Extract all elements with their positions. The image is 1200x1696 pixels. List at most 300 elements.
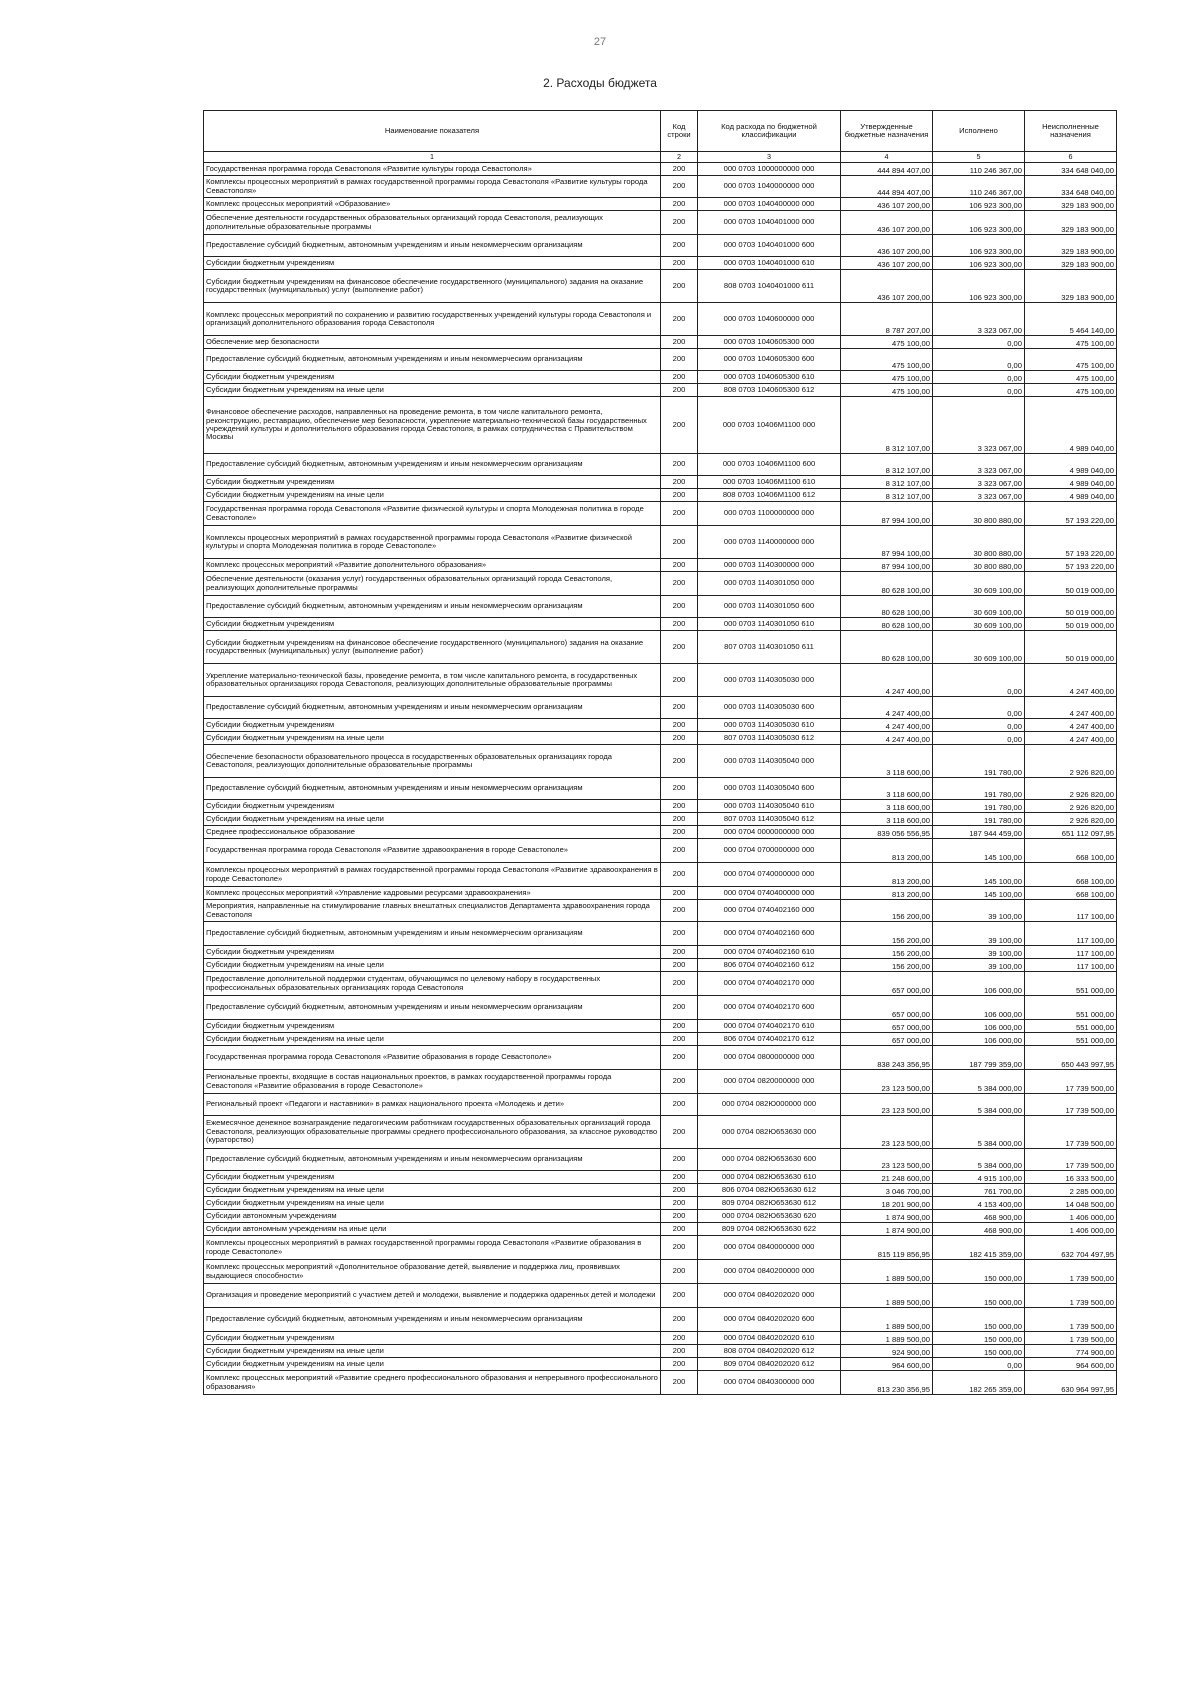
row-line-code-cell: 200 bbox=[661, 1033, 698, 1046]
row-line-code-cell: 200 bbox=[661, 1020, 698, 1033]
row-unexecuted-cell: 17 739 500,00 bbox=[1025, 1094, 1117, 1116]
row-name-cell: Субсидии бюджетным учреждениям bbox=[204, 1020, 661, 1033]
row-executed-cell: 145 100,00 bbox=[933, 863, 1025, 887]
table-row bbox=[204, 1345, 1117, 1358]
row-unexecuted-cell: 475 100,00 bbox=[1025, 384, 1117, 397]
row-executed-cell: 3 323 067,00 bbox=[933, 476, 1025, 489]
row-executed-cell: 0,00 bbox=[933, 1358, 1025, 1371]
row-line-code-cell: 200 bbox=[661, 1371, 698, 1395]
row-executed-cell: 39 100,00 bbox=[933, 922, 1025, 946]
row-classification-cell: 000 0704 0740400000 000 bbox=[698, 887, 841, 900]
row-name-cell: Субсидии бюджетным учреждениям на иные цели bbox=[204, 1358, 661, 1371]
row-classification-cell: 000 0704 0700000000 000 bbox=[698, 839, 841, 863]
row-line-code-cell: 200 bbox=[661, 732, 698, 745]
row-line-code-cell: 200 bbox=[661, 257, 698, 270]
row-classification-cell: 000 0703 1040401000 000 bbox=[698, 211, 841, 235]
row-approved-cell: 156 200,00 bbox=[841, 946, 933, 959]
row-line-code-cell: 200 bbox=[661, 1260, 698, 1284]
row-classification-cell: 806 0704 0740402170 612 bbox=[698, 1033, 841, 1046]
row-name-cell: Субсидии бюджетным учреждениям на иные цели bbox=[204, 489, 661, 502]
row-classification-cell: 000 0703 1140301050 610 bbox=[698, 618, 841, 631]
row-unexecuted-cell: 117 100,00 bbox=[1025, 946, 1117, 959]
row-line-code-cell: 200 bbox=[661, 778, 698, 800]
row-approved-cell: 4 247 400,00 bbox=[841, 719, 933, 732]
table-row bbox=[204, 1210, 1117, 1223]
row-line-code-cell: 200 bbox=[661, 900, 698, 922]
row-approved-cell: 87 994 100,00 bbox=[841, 502, 933, 526]
row-classification-cell: 000 0704 0740402160 000 bbox=[698, 900, 841, 922]
row-unexecuted-cell: 329 183 900,00 bbox=[1025, 270, 1117, 303]
row-approved-cell: 436 107 200,00 bbox=[841, 235, 933, 257]
row-unexecuted-cell: 964 600,00 bbox=[1025, 1358, 1117, 1371]
row-unexecuted-cell: 334 648 040,00 bbox=[1025, 163, 1117, 176]
table-row bbox=[204, 371, 1117, 384]
column-number: 4 bbox=[841, 152, 933, 163]
column-number: 2 bbox=[661, 152, 698, 163]
row-unexecuted-cell: 1 739 500,00 bbox=[1025, 1332, 1117, 1345]
table-row bbox=[204, 270, 1117, 303]
row-executed-cell: 191 780,00 bbox=[933, 813, 1025, 826]
header-approved: Утвержденные бюджетные назначения bbox=[841, 111, 933, 152]
row-classification-cell: 000 0703 1140000000 000 bbox=[698, 526, 841, 559]
table-row bbox=[204, 664, 1117, 697]
row-executed-cell: 30 609 100,00 bbox=[933, 572, 1025, 596]
table-row bbox=[204, 631, 1117, 664]
row-classification-cell: 000 0704 082Ю653630 000 bbox=[698, 1116, 841, 1149]
row-line-code-cell: 200 bbox=[661, 1149, 698, 1171]
row-executed-cell: 761 700,00 bbox=[933, 1184, 1025, 1197]
row-line-code-cell: 200 bbox=[661, 1345, 698, 1358]
row-approved-cell: 657 000,00 bbox=[841, 972, 933, 996]
row-executed-cell: 39 100,00 bbox=[933, 959, 1025, 972]
row-executed-cell: 0,00 bbox=[933, 719, 1025, 732]
row-name-cell: Субсидии бюджетным учреждениям bbox=[204, 476, 661, 489]
row-executed-cell: 5 384 000,00 bbox=[933, 1116, 1025, 1149]
table-row bbox=[204, 922, 1117, 946]
row-name-cell: Комплекс процессных мероприятий «Образование» bbox=[204, 198, 661, 211]
table-row bbox=[204, 887, 1117, 900]
row-executed-cell: 5 384 000,00 bbox=[933, 1094, 1025, 1116]
row-name-cell: Комплексы процессных мероприятий в рамках государственной программы города Севастополя «Развитие здравоохранения в городе Севастополе» bbox=[204, 863, 661, 887]
row-classification-cell: 000 0703 1040605300 000 bbox=[698, 336, 841, 349]
row-line-code-cell: 200 bbox=[661, 336, 698, 349]
row-classification-cell: 000 0703 1140305030 000 bbox=[698, 664, 841, 697]
row-approved-cell: 475 100,00 bbox=[841, 384, 933, 397]
row-approved-cell: 1 889 500,00 bbox=[841, 1260, 933, 1284]
row-approved-cell: 3 046 700,00 bbox=[841, 1184, 933, 1197]
table-row bbox=[204, 303, 1117, 336]
table-row bbox=[204, 800, 1117, 813]
row-unexecuted-cell: 2 926 820,00 bbox=[1025, 813, 1117, 826]
table-row bbox=[204, 384, 1117, 397]
row-classification-cell: 000 0703 1040605300 600 bbox=[698, 349, 841, 371]
row-approved-cell: 80 628 100,00 bbox=[841, 631, 933, 664]
row-unexecuted-cell: 650 443 997,95 bbox=[1025, 1046, 1117, 1070]
table-row bbox=[204, 839, 1117, 863]
row-unexecuted-cell: 4 247 400,00 bbox=[1025, 664, 1117, 697]
row-unexecuted-cell: 2 285 000,00 bbox=[1025, 1184, 1117, 1197]
row-approved-cell: 475 100,00 bbox=[841, 371, 933, 384]
row-executed-cell: 3 323 067,00 bbox=[933, 303, 1025, 336]
row-line-code-cell: 200 bbox=[661, 176, 698, 198]
row-executed-cell: 30 609 100,00 bbox=[933, 618, 1025, 631]
row-classification-cell: 000 0703 1040605300 610 bbox=[698, 371, 841, 384]
row-classification-cell: 000 0704 0800000000 000 bbox=[698, 1046, 841, 1070]
row-classification-cell: 000 0704 0740402170 610 bbox=[698, 1020, 841, 1033]
table-row bbox=[204, 826, 1117, 839]
row-name-cell: Субсидии бюджетным учреждениям bbox=[204, 1332, 661, 1345]
row-approved-cell: 8 312 107,00 bbox=[841, 454, 933, 476]
row-name-cell: Государственная программа города Севастополя «Развитие культуры города Севастополя» bbox=[204, 163, 661, 176]
row-classification-cell: 000 0703 1100000000 000 bbox=[698, 502, 841, 526]
table-row bbox=[204, 972, 1117, 996]
row-line-code-cell: 200 bbox=[661, 800, 698, 813]
table-row bbox=[204, 778, 1117, 800]
row-name-cell: Субсидии бюджетным учреждениям на иные цели bbox=[204, 732, 661, 745]
row-line-code-cell: 200 bbox=[661, 839, 698, 863]
expenses-table bbox=[203, 110, 1117, 1395]
row-line-code-cell: 200 bbox=[661, 1332, 698, 1345]
row-approved-cell: 21 248 600,00 bbox=[841, 1171, 933, 1184]
row-name-cell: Региональный проект «Педагоги и наставники» в рамках национального проекта «Молодежь и дети» bbox=[204, 1094, 661, 1116]
row-name-cell: Комплексы процессных мероприятий в рамках государственной программы города Севастополя «Развитие физической культуры и спорта Молодежная политика в городе Севастополе» bbox=[204, 526, 661, 559]
table-row bbox=[204, 489, 1117, 502]
row-executed-cell: 0,00 bbox=[933, 697, 1025, 719]
row-approved-cell: 475 100,00 bbox=[841, 349, 933, 371]
row-approved-cell: 156 200,00 bbox=[841, 922, 933, 946]
row-approved-cell: 964 600,00 bbox=[841, 1358, 933, 1371]
row-executed-cell: 106 000,00 bbox=[933, 996, 1025, 1020]
row-unexecuted-cell: 17 739 500,00 bbox=[1025, 1149, 1117, 1171]
row-name-cell: Субсидии бюджетным учреждениям bbox=[204, 719, 661, 732]
row-executed-cell: 106 923 300,00 bbox=[933, 270, 1025, 303]
row-executed-cell: 187 799 359,00 bbox=[933, 1046, 1025, 1070]
row-executed-cell: 30 800 880,00 bbox=[933, 526, 1025, 559]
row-approved-cell: 156 200,00 bbox=[841, 959, 933, 972]
row-name-cell: Среднее профессиональное образование bbox=[204, 826, 661, 839]
table-row bbox=[204, 900, 1117, 922]
row-unexecuted-cell: 551 000,00 bbox=[1025, 1020, 1117, 1033]
row-approved-cell: 87 994 100,00 bbox=[841, 559, 933, 572]
row-name-cell: Субсидии бюджетным учреждениям на иные цели bbox=[204, 959, 661, 972]
header-name: Наименование показателя bbox=[204, 111, 661, 152]
row-executed-cell: 3 323 067,00 bbox=[933, 454, 1025, 476]
table-row bbox=[204, 1308, 1117, 1332]
row-executed-cell: 182 415 359,00 bbox=[933, 1236, 1025, 1260]
row-classification-cell: 809 0704 0840202020 612 bbox=[698, 1358, 841, 1371]
row-approved-cell: 813 200,00 bbox=[841, 887, 933, 900]
row-executed-cell: 468 900,00 bbox=[933, 1223, 1025, 1236]
table-row bbox=[204, 1149, 1117, 1171]
table-row bbox=[204, 1332, 1117, 1345]
row-line-code-cell: 200 bbox=[661, 596, 698, 618]
table-row bbox=[204, 1371, 1117, 1395]
row-approved-cell: 813 230 356,95 bbox=[841, 1371, 933, 1395]
row-approved-cell: 3 118 600,00 bbox=[841, 813, 933, 826]
row-name-cell: Финансовое обеспечение расходов, направленных на проведение ремонта, в том числе капитального ремонта, реконструкцию, реставрацию, обеспечение мер безопасности, укрепление материально-технической базы государственных учреждений культуры и дополнительного образования города Севастополя, в рамках сотрудничества с Правительством Москвы bbox=[204, 397, 661, 454]
row-executed-cell: 106 923 300,00 bbox=[933, 257, 1025, 270]
row-executed-cell: 30 800 880,00 bbox=[933, 502, 1025, 526]
header-line-code: Код строки bbox=[661, 111, 698, 152]
table-row bbox=[204, 1020, 1117, 1033]
row-approved-cell: 657 000,00 bbox=[841, 1020, 933, 1033]
row-name-cell: Обеспечение безопасности образовательного процесса в государственных образовательных организациях города Севастополя, реализующих дополнительные образовательные программы bbox=[204, 745, 661, 778]
table-row bbox=[204, 211, 1117, 235]
table-row bbox=[204, 946, 1117, 959]
row-name-cell: Субсидии автономным учреждениям bbox=[204, 1210, 661, 1223]
row-classification-cell: 807 0703 1140305040 612 bbox=[698, 813, 841, 826]
row-approved-cell: 23 123 500,00 bbox=[841, 1149, 933, 1171]
row-line-code-cell: 200 bbox=[661, 631, 698, 664]
row-classification-cell: 000 0704 0840202020 610 bbox=[698, 1332, 841, 1345]
row-line-code-cell: 200 bbox=[661, 1171, 698, 1184]
row-name-cell: Предоставление субсидий бюджетным, автономным учреждениям и иным некоммерческим организациям bbox=[204, 349, 661, 371]
row-name-cell: Предоставление субсидий бюджетным, автономным учреждениям и иным некоммерческим организациям bbox=[204, 697, 661, 719]
table-row bbox=[204, 176, 1117, 198]
row-unexecuted-cell: 551 000,00 bbox=[1025, 996, 1117, 1020]
row-approved-cell: 23 123 500,00 bbox=[841, 1116, 933, 1149]
row-executed-cell: 145 100,00 bbox=[933, 839, 1025, 863]
row-unexecuted-cell: 630 964 997,95 bbox=[1025, 1371, 1117, 1395]
row-unexecuted-cell: 329 183 900,00 bbox=[1025, 198, 1117, 211]
row-classification-cell: 807 0703 1140301050 611 bbox=[698, 631, 841, 664]
row-line-code-cell: 200 bbox=[661, 1116, 698, 1149]
row-line-code-cell: 200 bbox=[661, 946, 698, 959]
table-row bbox=[204, 813, 1117, 826]
row-unexecuted-cell: 1 406 000,00 bbox=[1025, 1223, 1117, 1236]
row-approved-cell: 4 247 400,00 bbox=[841, 732, 933, 745]
row-executed-cell: 0,00 bbox=[933, 336, 1025, 349]
row-classification-cell: 000 0704 0740402170 000 bbox=[698, 972, 841, 996]
row-unexecuted-cell: 50 019 000,00 bbox=[1025, 596, 1117, 618]
row-name-cell: Субсидии бюджетным учреждениям bbox=[204, 1171, 661, 1184]
table-row bbox=[204, 1171, 1117, 1184]
row-line-code-cell: 200 bbox=[661, 303, 698, 336]
table-row bbox=[204, 257, 1117, 270]
row-approved-cell: 839 056 556,95 bbox=[841, 826, 933, 839]
row-classification-cell: 000 0703 1040600000 000 bbox=[698, 303, 841, 336]
row-name-cell: Укрепление материально-технической базы, проведение ремонта, в том числе капитального ремонта, в государственных образовательных организациях города Севастополя, реализующих дополнительные образовательные программы bbox=[204, 664, 661, 697]
row-unexecuted-cell: 4 247 400,00 bbox=[1025, 697, 1117, 719]
row-name-cell: Региональные проекты, входящие в состав национальных проектов, в рамках государственной программы города Севастополя «Развитие образования в городе Севастополе» bbox=[204, 1070, 661, 1094]
row-executed-cell: 150 000,00 bbox=[933, 1308, 1025, 1332]
row-line-code-cell: 200 bbox=[661, 1308, 698, 1332]
row-name-cell: Предоставление субсидий бюджетным, автономным учреждениям и иным некоммерческим организациям bbox=[204, 1308, 661, 1332]
row-approved-cell: 80 628 100,00 bbox=[841, 618, 933, 631]
table-row bbox=[204, 1358, 1117, 1371]
row-classification-cell: 808 0703 1040401000 611 bbox=[698, 270, 841, 303]
row-unexecuted-cell: 50 019 000,00 bbox=[1025, 618, 1117, 631]
row-executed-cell: 4 153 400,00 bbox=[933, 1197, 1025, 1210]
row-line-code-cell: 200 bbox=[661, 163, 698, 176]
row-line-code-cell: 200 bbox=[661, 397, 698, 454]
row-approved-cell: 815 119 856,95 bbox=[841, 1236, 933, 1260]
row-executed-cell: 4 915 100,00 bbox=[933, 1171, 1025, 1184]
header-unexecuted: Неисполненные назначения bbox=[1025, 111, 1117, 152]
row-name-cell: Обеспечение деятельности государственных образовательных организаций города Севастополя, реализующих дополнительные образовательные программы bbox=[204, 211, 661, 235]
row-unexecuted-cell: 651 112 097,95 bbox=[1025, 826, 1117, 839]
row-classification-cell: 000 0703 1040000000 000 bbox=[698, 176, 841, 198]
row-unexecuted-cell: 4 247 400,00 bbox=[1025, 719, 1117, 732]
table-row bbox=[204, 996, 1117, 1020]
row-name-cell: Организация и проведение мероприятий с участием детей и молодежи, выявление и поддержка одаренных детей и молодежи bbox=[204, 1284, 661, 1308]
row-unexecuted-cell: 4 989 040,00 bbox=[1025, 489, 1117, 502]
row-approved-cell: 1 889 500,00 bbox=[841, 1284, 933, 1308]
row-executed-cell: 150 000,00 bbox=[933, 1345, 1025, 1358]
row-unexecuted-cell: 668 100,00 bbox=[1025, 863, 1117, 887]
row-unexecuted-cell: 4 989 040,00 bbox=[1025, 454, 1117, 476]
row-approved-cell: 4 247 400,00 bbox=[841, 664, 933, 697]
row-executed-cell: 0,00 bbox=[933, 732, 1025, 745]
row-name-cell: Субсидии бюджетным учреждениям на иные цели bbox=[204, 1197, 661, 1210]
row-executed-cell: 5 384 000,00 bbox=[933, 1149, 1025, 1171]
row-name-cell: Субсидии бюджетным учреждениям на иные цели bbox=[204, 813, 661, 826]
row-executed-cell: 3 323 067,00 bbox=[933, 489, 1025, 502]
row-unexecuted-cell: 16 333 500,00 bbox=[1025, 1171, 1117, 1184]
row-name-cell: Субсидии бюджетным учреждениям bbox=[204, 618, 661, 631]
row-unexecuted-cell: 14 048 500,00 bbox=[1025, 1197, 1117, 1210]
table-row bbox=[204, 1070, 1117, 1094]
row-name-cell: Комплекс процессных мероприятий «Управление кадровыми ресурсами здравоохранения» bbox=[204, 887, 661, 900]
row-line-code-cell: 200 bbox=[661, 270, 698, 303]
row-executed-cell: 39 100,00 bbox=[933, 900, 1025, 922]
row-classification-cell: 000 0703 1000000000 000 bbox=[698, 163, 841, 176]
row-name-cell: Обеспечение деятельности (оказания услуг) государственных образовательных организаций города Севастополя, реализующих дополнительные программы bbox=[204, 572, 661, 596]
row-name-cell: Комплекс процессных мероприятий «Развитие дополнительного образования» bbox=[204, 559, 661, 572]
row-executed-cell: 150 000,00 bbox=[933, 1284, 1025, 1308]
row-classification-cell: 000 0703 1140301050 600 bbox=[698, 596, 841, 618]
row-approved-cell: 8 312 107,00 bbox=[841, 489, 933, 502]
row-name-cell: Комплексы процессных мероприятий в рамках государственной программы города Севастополя «Развитие образования в городе Севастополе» bbox=[204, 1236, 661, 1260]
row-unexecuted-cell: 50 019 000,00 bbox=[1025, 572, 1117, 596]
table-row bbox=[204, 1046, 1117, 1070]
row-line-code-cell: 200 bbox=[661, 863, 698, 887]
table-row bbox=[204, 732, 1117, 745]
row-unexecuted-cell: 1 739 500,00 bbox=[1025, 1284, 1117, 1308]
row-approved-cell: 838 243 356,95 bbox=[841, 1046, 933, 1070]
row-approved-cell: 1 889 500,00 bbox=[841, 1308, 933, 1332]
row-executed-cell: 5 384 000,00 bbox=[933, 1070, 1025, 1094]
row-approved-cell: 813 200,00 bbox=[841, 839, 933, 863]
row-approved-cell: 924 900,00 bbox=[841, 1345, 933, 1358]
row-classification-cell: 000 0703 1040401000 600 bbox=[698, 235, 841, 257]
row-approved-cell: 23 123 500,00 bbox=[841, 1070, 933, 1094]
row-executed-cell: 30 609 100,00 bbox=[933, 596, 1025, 618]
row-classification-cell: 000 0703 1140300000 000 bbox=[698, 559, 841, 572]
table-row bbox=[204, 502, 1117, 526]
row-unexecuted-cell: 632 704 497,95 bbox=[1025, 1236, 1117, 1260]
row-line-code-cell: 200 bbox=[661, 664, 698, 697]
row-line-code-cell: 200 bbox=[661, 813, 698, 826]
table-row bbox=[204, 596, 1117, 618]
row-unexecuted-cell: 4 989 040,00 bbox=[1025, 397, 1117, 454]
row-unexecuted-cell: 551 000,00 bbox=[1025, 1033, 1117, 1046]
row-name-cell: Ежемесячное денежное вознаграждение педагогическим работникам государственных образовательных организаций города Севастополя, реализующих образовательные программы среднего профессионального образования, за классное руководство (кураторство) bbox=[204, 1116, 661, 1149]
row-approved-cell: 436 107 200,00 bbox=[841, 198, 933, 211]
row-approved-cell: 1 874 900,00 bbox=[841, 1210, 933, 1223]
table-row bbox=[204, 1184, 1117, 1197]
row-approved-cell: 4 247 400,00 bbox=[841, 697, 933, 719]
row-classification-cell: 000 0703 1140301050 000 bbox=[698, 572, 841, 596]
row-approved-cell: 1 874 900,00 bbox=[841, 1223, 933, 1236]
row-unexecuted-cell: 551 000,00 bbox=[1025, 972, 1117, 996]
row-name-cell: Предоставление субсидий бюджетным, автономным учреждениям и иным некоммерческим организациям bbox=[204, 596, 661, 618]
row-approved-cell: 8 787 207,00 bbox=[841, 303, 933, 336]
table-row bbox=[204, 1223, 1117, 1236]
row-executed-cell: 106 000,00 bbox=[933, 972, 1025, 996]
row-unexecuted-cell: 475 100,00 bbox=[1025, 371, 1117, 384]
table-row bbox=[204, 697, 1117, 719]
row-unexecuted-cell: 2 926 820,00 bbox=[1025, 745, 1117, 778]
row-name-cell: Предоставление субсидий бюджетным, автономным учреждениям и иным некоммерческим организациям bbox=[204, 454, 661, 476]
row-line-code-cell: 200 bbox=[661, 198, 698, 211]
row-classification-cell: 000 0703 1140305040 610 bbox=[698, 800, 841, 813]
row-approved-cell: 657 000,00 bbox=[841, 996, 933, 1020]
table-row bbox=[204, 618, 1117, 631]
row-executed-cell: 191 780,00 bbox=[933, 778, 1025, 800]
table-row bbox=[204, 349, 1117, 371]
row-approved-cell: 436 107 200,00 bbox=[841, 211, 933, 235]
row-line-code-cell: 200 bbox=[661, 349, 698, 371]
row-unexecuted-cell: 4 247 400,00 bbox=[1025, 732, 1117, 745]
header-executed: Исполнено bbox=[933, 111, 1025, 152]
table-row bbox=[204, 1236, 1117, 1260]
row-name-cell: Мероприятия, направленные на стимулирование главных внештатных специалистов Департамента здравоохранения города Севастополя bbox=[204, 900, 661, 922]
row-name-cell: Субсидии автономным учреждениям на иные цели bbox=[204, 1223, 661, 1236]
row-classification-cell: 808 0703 10406М1100 612 bbox=[698, 489, 841, 502]
row-approved-cell: 1 889 500,00 bbox=[841, 1332, 933, 1345]
row-name-cell: Субсидии бюджетным учреждениям на финансовое обеспечение государственного (муниципального) задания на оказание государственных (муниципальных) услуг (выполнение работ) bbox=[204, 631, 661, 664]
table-row bbox=[204, 959, 1117, 972]
row-name-cell: Предоставление субсидий бюджетным, автономным учреждениям и иным некоммерческим организациям bbox=[204, 996, 661, 1020]
row-unexecuted-cell: 329 183 900,00 bbox=[1025, 211, 1117, 235]
row-executed-cell: 39 100,00 bbox=[933, 946, 1025, 959]
row-unexecuted-cell: 2 926 820,00 bbox=[1025, 778, 1117, 800]
row-approved-cell: 3 118 600,00 bbox=[841, 778, 933, 800]
row-name-cell: Государственная программа города Севастополя «Развитие образования в городе Севастополе» bbox=[204, 1046, 661, 1070]
row-classification-cell: 809 0704 082Ю653630 612 bbox=[698, 1197, 841, 1210]
table-row bbox=[204, 397, 1117, 454]
row-name-cell: Субсидии бюджетным учреждениям bbox=[204, 371, 661, 384]
row-line-code-cell: 200 bbox=[661, 719, 698, 732]
row-classification-cell: 000 0703 10406М1100 600 bbox=[698, 454, 841, 476]
row-approved-cell: 813 200,00 bbox=[841, 863, 933, 887]
row-classification-cell: 000 0704 0000000000 000 bbox=[698, 826, 841, 839]
row-classification-cell: 000 0704 0840202020 000 bbox=[698, 1284, 841, 1308]
row-approved-cell: 80 628 100,00 bbox=[841, 572, 933, 596]
row-executed-cell: 150 000,00 bbox=[933, 1260, 1025, 1284]
row-approved-cell: 3 118 600,00 bbox=[841, 745, 933, 778]
row-unexecuted-cell: 334 648 040,00 bbox=[1025, 176, 1117, 198]
row-line-code-cell: 200 bbox=[661, 489, 698, 502]
row-executed-cell: 182 265 359,00 bbox=[933, 1371, 1025, 1395]
row-unexecuted-cell: 117 100,00 bbox=[1025, 922, 1117, 946]
row-name-cell: Комплекс процессных мероприятий «Развитие среднего профессионального образования и непрерывного профессионального образования» bbox=[204, 1371, 661, 1395]
row-unexecuted-cell: 2 926 820,00 bbox=[1025, 800, 1117, 813]
row-unexecuted-cell: 17 739 500,00 bbox=[1025, 1116, 1117, 1149]
row-executed-cell: 145 100,00 bbox=[933, 887, 1025, 900]
row-unexecuted-cell: 475 100,00 bbox=[1025, 349, 1117, 371]
header-row bbox=[204, 111, 1117, 152]
row-approved-cell: 475 100,00 bbox=[841, 336, 933, 349]
row-classification-cell: 806 0704 082Ю653630 612 bbox=[698, 1184, 841, 1197]
row-name-cell: Государственная программа города Севастополя «Развитие здравоохранения в городе Севастополе» bbox=[204, 839, 661, 863]
row-line-code-cell: 200 bbox=[661, 922, 698, 946]
row-executed-cell: 106 000,00 bbox=[933, 1020, 1025, 1033]
row-executed-cell: 30 609 100,00 bbox=[933, 631, 1025, 664]
row-approved-cell: 436 107 200,00 bbox=[841, 270, 933, 303]
row-line-code-cell: 200 bbox=[661, 1284, 698, 1308]
